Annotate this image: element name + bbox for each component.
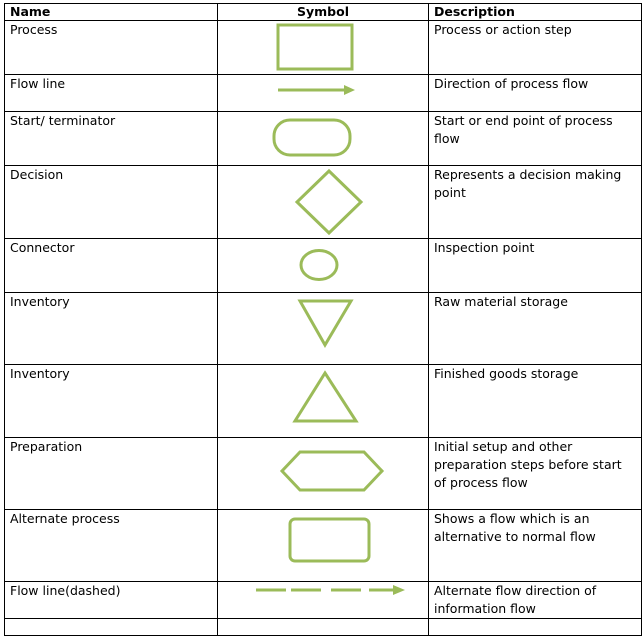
process-rectangle-icon	[218, 21, 429, 75]
table-row-empty	[5, 619, 642, 636]
description-cell: Inspection point	[429, 239, 642, 293]
symbol-cell	[218, 510, 429, 582]
triangle-down-icon	[218, 293, 429, 365]
arrow-right-icon	[218, 75, 429, 112]
symbol-cell	[218, 582, 429, 619]
table-row	[5, 112, 642, 166]
table-row	[5, 438, 642, 510]
name-cell: Start/ terminator	[5, 112, 218, 166]
description-cell: Represents a decision making point	[429, 166, 642, 239]
name-cell: Alternate process	[5, 510, 218, 582]
symbol-cell	[218, 166, 429, 239]
name-cell: Flow line(dashed)	[5, 582, 218, 619]
symbol-cell	[218, 112, 429, 166]
symbol-cell	[218, 239, 429, 293]
table-row	[5, 365, 642, 438]
table-row	[5, 239, 642, 293]
table-row	[5, 166, 642, 239]
name-cell: Preparation	[5, 438, 218, 510]
header-description: Description	[429, 4, 642, 21]
table-row	[5, 510, 642, 582]
symbol-cell	[218, 619, 429, 636]
name-cell: Inventory	[5, 293, 218, 365]
name-cell: Decision	[5, 166, 218, 239]
alternate-process-rounded-rect-icon	[218, 510, 429, 582]
header-row	[5, 4, 642, 21]
decision-diamond-icon	[218, 166, 429, 239]
name-cell	[5, 619, 218, 636]
symbol-cell	[218, 293, 429, 365]
flowchart-symbols-table	[4, 3, 642, 636]
description-cell: Alternate flow direction of information flow	[429, 582, 642, 619]
description-cell: Finished goods storage	[429, 365, 642, 438]
symbol-cell	[218, 438, 429, 510]
name-cell: Process	[5, 21, 218, 75]
table-row	[5, 582, 642, 619]
terminator-pill-icon	[218, 112, 429, 166]
description-cell: Process or action step	[429, 21, 642, 75]
preparation-hexagon-icon	[218, 438, 429, 510]
table-row	[5, 293, 642, 365]
name-cell: Flow line	[5, 75, 218, 112]
connector-circle-icon	[218, 239, 429, 293]
description-cell: Start or end point of process flow	[429, 112, 642, 166]
symbol-cell	[218, 365, 429, 438]
symbol-cell	[218, 75, 429, 112]
name-cell: Connector	[5, 239, 218, 293]
description-cell: Direction of process flow	[429, 75, 642, 112]
triangle-up-icon	[218, 365, 429, 438]
description-cell: Raw material storage	[429, 293, 642, 365]
table-row	[5, 21, 642, 75]
table-row	[5, 75, 642, 112]
description-cell: Shows a flow which is an alternative to normal flow	[429, 510, 642, 582]
name-cell: Inventory	[5, 365, 218, 438]
header-name: Name	[5, 4, 218, 21]
symbol-cell	[218, 21, 429, 75]
description-cell	[429, 619, 642, 636]
description-cell: Initial setup and other preparation steps before start of process flow	[429, 438, 642, 510]
header-symbol: Symbol	[218, 4, 429, 21]
dashed-arrow-right-icon	[218, 582, 429, 618]
